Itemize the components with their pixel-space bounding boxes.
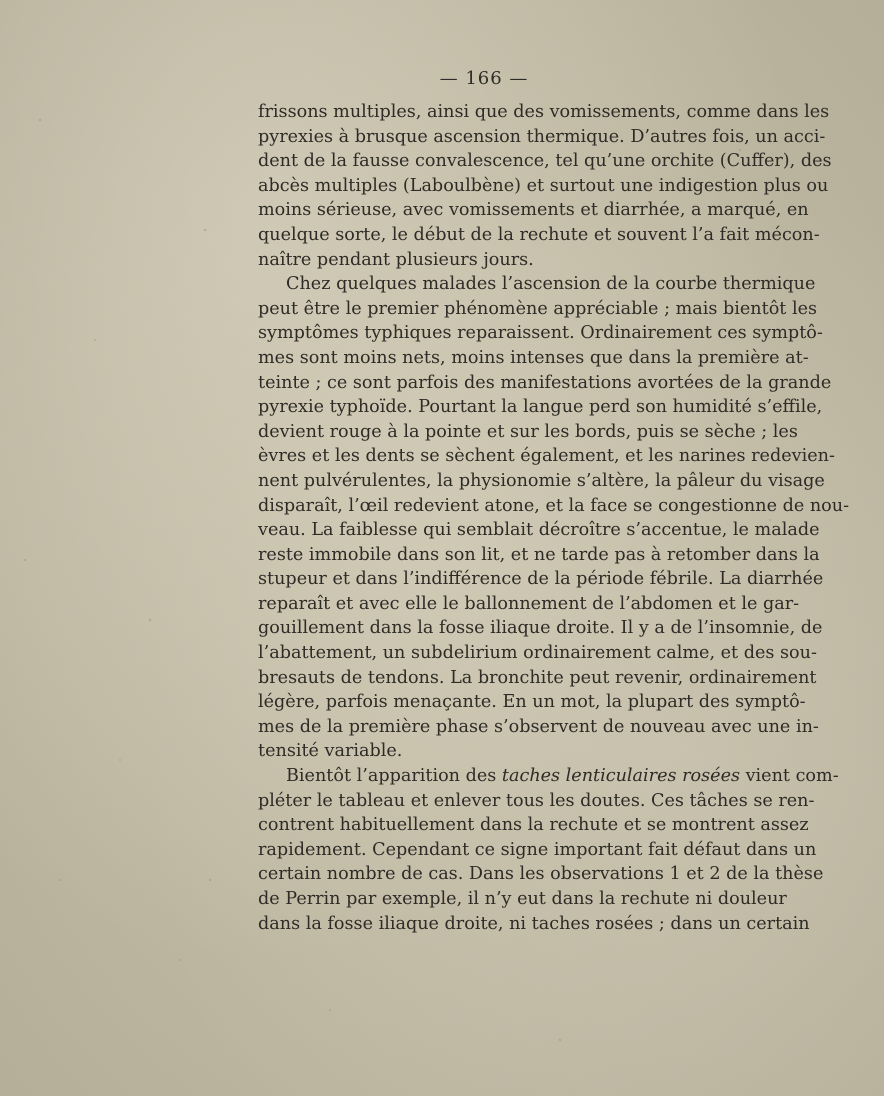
- text-line: pyrexies à brusque ascension thermique. D’autres fois, un acci-: [258, 126, 826, 147]
- text-line: nent pulvérulentes, la physionomie s’altère, la pâleur du visage: [258, 470, 825, 491]
- paragraph-3: [258, 764, 839, 936]
- text-line: rapidement. Cependant ce signe important fait défaut dans un: [258, 839, 817, 860]
- text-line: stupeur et dans l’indifférence de la période fébrile. La diarrhée: [258, 569, 824, 590]
- text-line: peut être le premier phénomène appréciable ; mais bientôt les: [258, 298, 818, 319]
- text-line: légère, parfois menaçante. En un mot, la plupart des symptô-: [258, 692, 806, 713]
- text-run: Bientôt l’apparition des: [286, 766, 502, 787]
- text-line: quelque sorte, le début de la rechute et souvent l’a fait mécon-: [258, 224, 820, 245]
- text-line: abcès multiples (Laboulbène) et surtout une indigestion plus ou: [258, 175, 829, 196]
- text-run: vient com-: [740, 766, 839, 787]
- text-line: teinte ; ce sont parfois des manifestations avortées de la grande: [258, 372, 832, 393]
- text-line: naître pendant plusieurs jours.: [258, 249, 534, 270]
- body-text: [258, 100, 850, 936]
- text-line: veau. La faiblesse qui semblait décroître s’accentue, le malade: [258, 520, 820, 541]
- text-line: bresauts de tendons. La bronchite peut revenir, ordinairement: [258, 667, 817, 688]
- text-line: devient rouge à la pointe et sur les bords, puis se sèche ; les: [258, 421, 798, 442]
- text-line: èvres et les dents se sèchent également, et les narines redevien-: [258, 446, 835, 467]
- text-line: certain nombre de cas. Dans les observations 1 et 2 de la thèse: [258, 864, 824, 885]
- text-line: pléter le tableau et enlever tous les doutes. Ces tâches se ren-: [258, 790, 815, 811]
- text-line: Chez quelques malades l’ascension de la courbe thermique: [286, 274, 816, 295]
- text-line: moins sérieuse, avec vomissements et diarrhée, a marqué, en: [258, 200, 809, 221]
- text-line: frissons multiples, ainsi que des vomissements, comme dans les: [258, 102, 830, 122]
- emphasis-text: taches lenticulaires rosées: [501, 766, 741, 787]
- text-line: symptômes typhiques reparaissent. Ordinairement ces symptô-: [258, 323, 823, 344]
- text-line: reste immobile dans son lit, et ne tarde pas à retomber dans la: [258, 544, 820, 565]
- text-line: gouillement dans la fosse iliaque droite. Il y a de l’insomnie, de: [258, 618, 823, 639]
- text-line: disparaît, l’œil redevient atone, et la face se congestionne de nou-: [258, 495, 850, 516]
- text-line: pyrexie typhoïde. Pourtant la langue perd son humidité s’effile,: [258, 397, 823, 418]
- text-line: tensité variable.: [258, 741, 403, 762]
- text-line: mes sont moins nets, moins intenses que dans la première at-: [258, 347, 809, 368]
- paragraph-2: [258, 272, 850, 764]
- text-line: de Perrin par exemple, il n’y eut dans la rechute ni douleur: [258, 889, 787, 909]
- paragraph-1: [258, 100, 832, 272]
- text-line: contrent habituellement dans la rechute et se montrent assez: [258, 815, 809, 836]
- text-line: dans la fosse iliaque droite, ni taches rosées ; dans un certain: [258, 913, 810, 934]
- text-line: [258, 764, 839, 789]
- text-line: l’abattement, un subdelirium ordinairement calme, et des sou-: [258, 643, 817, 664]
- text-line: dent de la fausse convalescence, tel qu’une orchite (Cuffer), des: [258, 151, 832, 172]
- text-line: reparaît et avec elle le ballonnement de l’abdomen et le gar-: [258, 593, 800, 614]
- page-number: — 166 —: [439, 68, 529, 89]
- text-line: mes de la première phase s’observent de nouveau avec une in-: [258, 716, 819, 737]
